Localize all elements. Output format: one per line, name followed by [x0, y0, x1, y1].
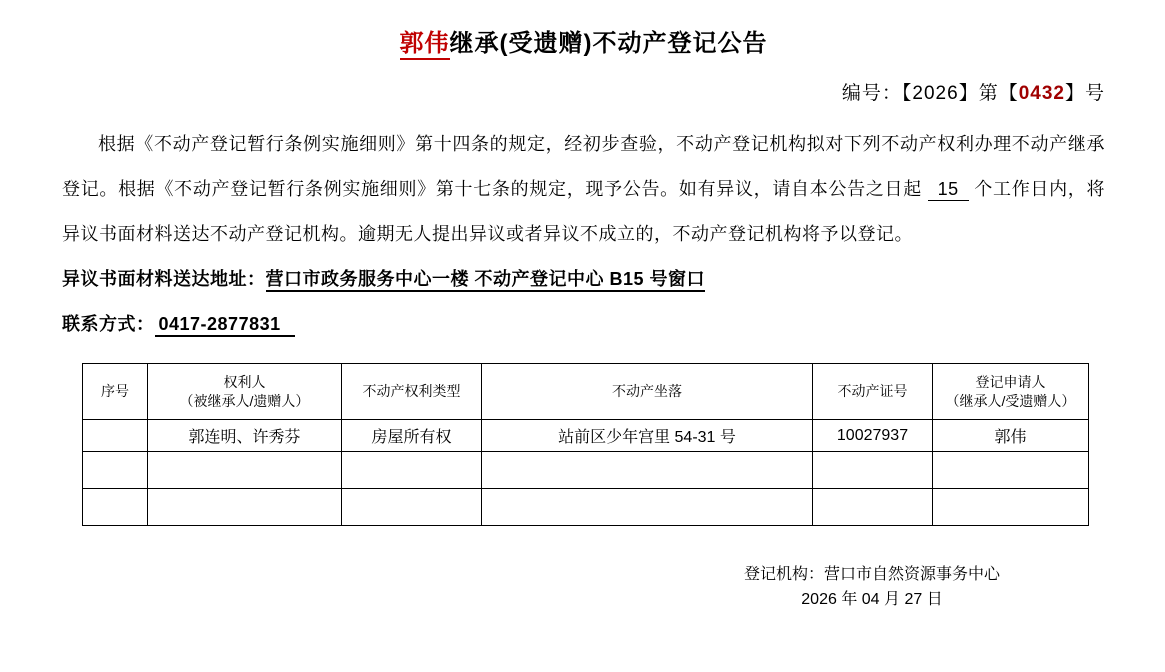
header-line: 登记申请人	[975, 373, 1046, 390]
notice-date: 2026 年 04 月 27 日	[801, 591, 943, 608]
header-line: （被继承人/遗赠人）	[179, 392, 310, 409]
header-line: 不动产坐落	[612, 383, 682, 399]
table-header-seq	[83, 364, 148, 420]
cell-cert-no	[813, 489, 933, 526]
doc-number-prefix: 编号：【2026】第【	[841, 83, 1019, 104]
doc-number-suffix: 】号	[1064, 83, 1105, 104]
cell-seq	[83, 489, 148, 526]
header-line: 不动产证号	[837, 383, 908, 399]
applicant-name-highlight: 郭伟	[400, 30, 450, 60]
table-header-right-type	[342, 364, 482, 420]
cell-holder	[148, 489, 342, 526]
table-header-holder	[148, 364, 342, 420]
cell-location	[482, 452, 813, 489]
cell-right-type	[342, 452, 482, 489]
contact-phone-value: 0417-2877831	[155, 314, 295, 337]
cell-location: 站前区少年宫里 54-31 号	[482, 420, 813, 452]
table-row	[83, 489, 1089, 526]
table-row	[83, 420, 1089, 452]
cell-seq	[83, 420, 148, 452]
objection-days-value: 15	[928, 179, 969, 201]
cell-holder	[148, 452, 342, 489]
cell-right-type: 房屋所有权	[342, 420, 482, 452]
table-header-cert-no	[813, 364, 933, 420]
page-title	[62, 26, 1105, 62]
notice-paragraph	[62, 122, 1105, 257]
title-text: 继承(受遗赠)不动产登记公告	[449, 30, 768, 57]
header-line: 不动产权利类型	[362, 383, 461, 399]
header-line: 权利人	[223, 373, 266, 390]
address-line	[62, 257, 1105, 302]
paragraph-part2: 个工作日内，将异议书面材料送达不动产登记机构。逾期无人提出异议或者异议不成立的，不动产登记机构将予以登记。	[62, 179, 1105, 244]
address-label: 异议书面材料送达地址：	[62, 269, 266, 289]
cell-cert-no	[813, 452, 933, 489]
registration-org: 登记机构：营口市自然资源事务中心	[743, 566, 1000, 583]
contact-line	[62, 302, 1105, 347]
doc-number-line	[62, 80, 1105, 108]
paragraph-part1: 根据《不动产登记暂行条例实施细则》第十四条的规定，经初步查验，不动产登记机构拟对下列不动产权利办理不动产继承登记。根据《不动产登记暂行条例实施细则》第十七条的规定，现予公告。如有异议，请自本公告之日起	[62, 134, 1105, 199]
cell-applicant: 郭伟	[933, 420, 1089, 452]
contact-label: 联系方式：	[62, 314, 155, 334]
cell-right-type	[342, 489, 482, 526]
cell-applicant	[933, 489, 1089, 526]
cell-seq	[83, 452, 148, 489]
table-header-row	[83, 364, 1089, 420]
table-row	[83, 452, 1089, 489]
doc-number-value: 0432	[1018, 83, 1065, 104]
header-line: 序号	[101, 383, 129, 399]
cell-holder: 郭连明、许秀芬	[148, 420, 342, 452]
signature-block	[682, 562, 1062, 612]
property-rights-table	[82, 363, 1089, 526]
cell-cert-no: 10027937	[813, 420, 933, 452]
address-value: 营口市政务服务中心一楼 不动产登记中心 B15 号窗口	[266, 269, 706, 292]
cell-location	[482, 489, 813, 526]
table-header-applicant	[933, 364, 1089, 420]
cell-applicant	[933, 452, 1089, 489]
header-line: （继承人/受遗赠人）	[945, 392, 1076, 409]
table-header-location	[482, 364, 813, 420]
